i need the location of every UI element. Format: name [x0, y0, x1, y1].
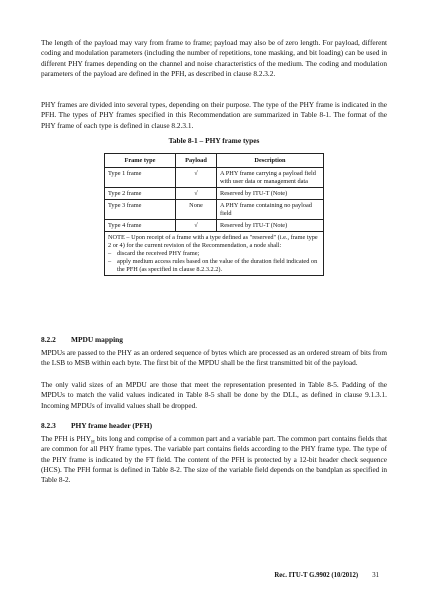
note-item-text: discard the received PHY frame;	[117, 249, 200, 257]
cell-description: Reserved by ITU-T (Note)	[217, 220, 324, 232]
cell-frame-type: Type 4 frame	[105, 220, 176, 232]
page-number: 31	[372, 572, 379, 579]
table-note	[105, 232, 324, 276]
section-number: 8.2.2	[41, 335, 56, 344]
cell-description: A PHY frame carrying a payload field with user data or management data	[217, 168, 324, 188]
table-row	[105, 168, 324, 188]
cell-payload: √	[176, 188, 217, 200]
footer-recommendation: Rec. ITU-T G.9902 (10/2012)	[274, 572, 359, 579]
paragraph-payload-length: The length of the payload may vary from frame to frame; payload may also be of zero length. For payload, different coding and modulation parameters (including the number of repetitions, tone masking, and bit loading) can be used in different PHY frames depending on the channel and noise characteristics of the medium. The coding and modulation parameters of the payload are defined in the PFH, as described in clause 8.2.3.2.	[41, 38, 387, 78]
pfh-subscript: H	[91, 440, 95, 446]
paragraph-mpdu-passing: MPDUs are passed to the PHY as an ordered sequence of bytes which are processed as an ordered stream of bits from the LSB to MSB within each byte. The first bit of the MPDU shall be the first transmitted bit of the payload.	[41, 348, 387, 368]
cell-description: A PHY frame containing no payload field	[217, 200, 324, 220]
table-row	[105, 200, 324, 220]
table-note-row	[105, 232, 324, 276]
cell-payload: None	[176, 200, 217, 220]
note-list-item: – discard the received PHY frame;	[108, 249, 200, 257]
note-list	[108, 250, 320, 274]
cell-frame-type: Type 2 frame	[105, 188, 176, 200]
section-title: PHY frame header (PFH)	[71, 421, 153, 430]
cell-frame-type: Type 1 frame	[105, 168, 176, 188]
cell-payload: √	[176, 168, 217, 188]
paragraph-phy-frame-types: PHY frames are divided into several types, depending on their purpose. The type of the PHY frame is indicated in the PFH. The types of PHY frames specified in this Recommendation are summarized in Table 8-1. The format of the PHY frame of each type is defined in clause 8.2.3.1.	[41, 100, 387, 130]
table-title: Table 8-1 – PHY frame types	[168, 136, 260, 145]
note-text: NOTE – Upon receipt of a frame with a type defined as "reserved" (i.e., frame type 2 or 4) for the current revision of the Recommendation, a node shall:	[108, 233, 318, 249]
header-description: Description	[217, 154, 324, 168]
note-item-text: apply medium access rules based on the value of the duration field indicated on the PFH (as specified in clause 8.2.3.2.2).	[117, 257, 318, 273]
cell-payload: √	[176, 220, 217, 232]
table-header-row	[105, 154, 324, 168]
note-list-item: – apply medium access rules based on the value of the duration field indicated on the PFH (as specified in clause 8.2.3.2.2).	[108, 257, 318, 273]
section-title: MPDU mapping	[71, 335, 123, 344]
paragraph-mpdu-sizes: The only valid sizes of an MPDU are those that meet the representation presented in Table 8-5. Padding of the MPDUs to match the valid values indicated in Table 8-5 shall be done by the DLL, as defined in clause 9.1.3.1. Incoming MPDUs of invalid values shall be dropped.	[41, 380, 387, 410]
pfh-text-start: The PFH is PHY	[41, 434, 92, 443]
section-heading-pfh	[41, 421, 152, 431]
phy-frame-types-table	[104, 153, 324, 276]
table-row	[105, 220, 324, 232]
table-row	[105, 188, 324, 200]
section-number: 8.2.3	[41, 421, 56, 430]
header-frame-type: Frame type	[105, 154, 176, 168]
section-heading-mpdu-mapping	[41, 335, 123, 345]
cell-frame-type: Type 3 frame	[105, 200, 176, 220]
page-footer	[274, 571, 379, 580]
header-payload: Payload	[176, 154, 217, 168]
pfh-text-rest: bits long and comprise of a common part and a variable part. The common part contains fields that are common for all PHY frame types. The variable part contains fields according to the PHY frame type. The type of the PHY frame is indicated by the FT field. The content of the PFH is protected by a 12-bit header check sequence (HCS). The PFH format is defined in Table 8-2. The size of the variable field depends on the bandplan as specified in Table 8-2.	[41, 434, 387, 485]
paragraph-pfh-description	[41, 434, 387, 485]
cell-description: Reserved by ITU-T (Note)	[217, 188, 324, 200]
